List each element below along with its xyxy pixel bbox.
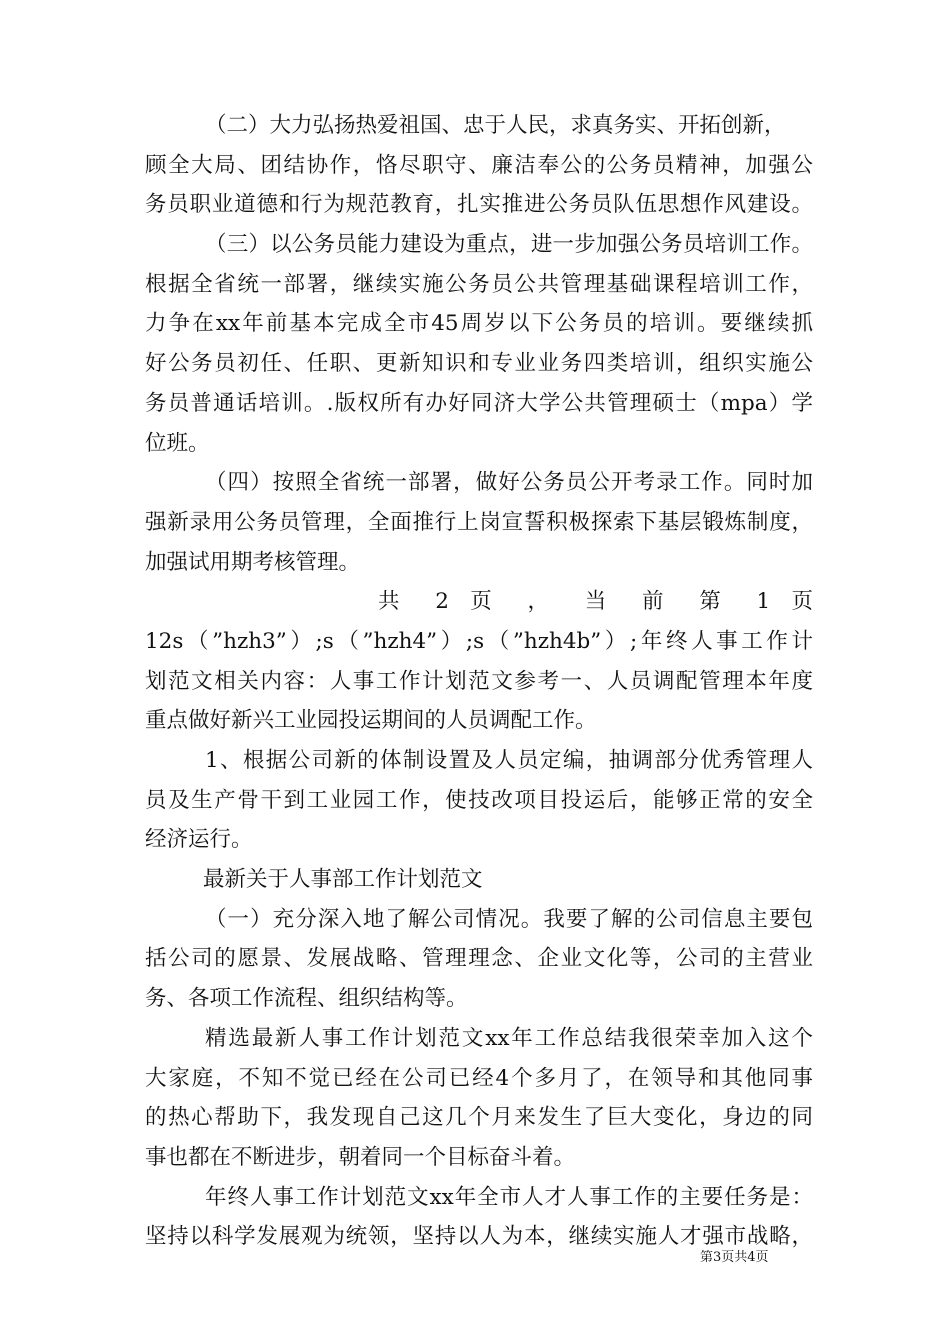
page-indicator-line: 共 2 页 ， 当 前 第 1 页 <box>378 589 813 615</box>
paragraph-line: 12s（”hzh3”）;s（”hzh4”）;s（”hzh4b”）;年终人事工作计 <box>145 628 813 654</box>
paragraph-line: （一）充分深入地了解公司情况。我要了解的公司信息主要包 <box>205 906 813 932</box>
paragraph-line: 事也都在不断进步，朝着同一个目标奋斗着。 <box>145 1144 576 1170</box>
page-counter: 第3页共4页 <box>700 1250 769 1265</box>
paragraph-line: 务员职业道德和行为规范教育，扎实推进公务员队伍思想作风建设。 <box>145 192 813 218</box>
document-body <box>145 106 813 1257</box>
paragraph-line: 根据全省统一部署，继续实施公务员公共管理基础课程培训工作， <box>145 271 813 297</box>
paragraph-line: 务、各项工作流程、组织结构等。 <box>145 986 468 1012</box>
paragraph-line: 精选最新人事工作计划范文xx年工作总结我很荣幸加入这个 <box>205 1025 813 1051</box>
paragraph-line: 年终人事工作计划范文xx年全市人才人事工作的主要任务是： <box>205 1184 813 1210</box>
paragraph-line: 员及生产骨干到工业园工作，使技改项目投运后，能够正常的安全 <box>145 787 813 813</box>
paragraph-line: 划范文相关内容：人事工作计划范文参考一、人员调配管理本年度 <box>145 668 813 694</box>
section-heading: 最新关于人事部工作计划范文 <box>203 867 483 893</box>
paragraph-line: 顾全大局、团结协作，恪尽职守、廉洁奉公的公务员精神，加强公 <box>145 152 813 178</box>
paragraph-line: 位班。 <box>145 430 210 456</box>
paragraph-line: （三）以公务员能力建设为重点，进一步加强公务员培训工作。 <box>205 232 813 258</box>
paragraph-line: （四）按照全省统一部署，做好公务员公开考录工作。同时加 <box>205 470 813 496</box>
paragraph-line: 经济运行。 <box>145 827 253 853</box>
paragraph-line: 坚持以科学发展观为统领，坚持以人为本，继续实施人才强市战略， <box>145 1224 813 1250</box>
paragraph-line: 加强试用期考核管理。 <box>145 549 361 575</box>
paragraph-line: （二）大力弘扬热爱祖国、忠于人民，求真务实、开拓创新， <box>205 113 786 138</box>
paragraph-line: 的热心帮助下，我发现自己这几个月来发生了巨大变化，身边的同 <box>145 1105 813 1131</box>
paragraph-line: 1、根据公司新的体制设置及人员定编，抽调部分优秀管理人 <box>205 748 813 773</box>
paragraph-line: 大家庭，不知不觉已经在公司已经4个多月了，在领导和其他同事 <box>145 1065 813 1091</box>
paragraph-line: 括公司的愿景、发展战略、管理理念、企业文化等，公司的主营业 <box>145 946 813 972</box>
paragraph-line: 好公务员初任、任职、更新知识和专业业务四类培训，组织实施公 <box>145 351 813 377</box>
paragraph-line: 力争在xx年前基本完成全市45周岁以下公务员的培训。要继续抓 <box>145 311 813 337</box>
paragraph-line: 强新录用公务员管理，全面推行上岗宣誓积极探索下基层锻炼制度， <box>145 509 813 535</box>
paragraph-line: 务员普通话培训。.版权所有办好同济大学公共管理硕士（mpa）学 <box>145 390 813 416</box>
paragraph-line: 重点做好新兴工业园投运期间的人员调配工作。 <box>145 708 597 734</box>
